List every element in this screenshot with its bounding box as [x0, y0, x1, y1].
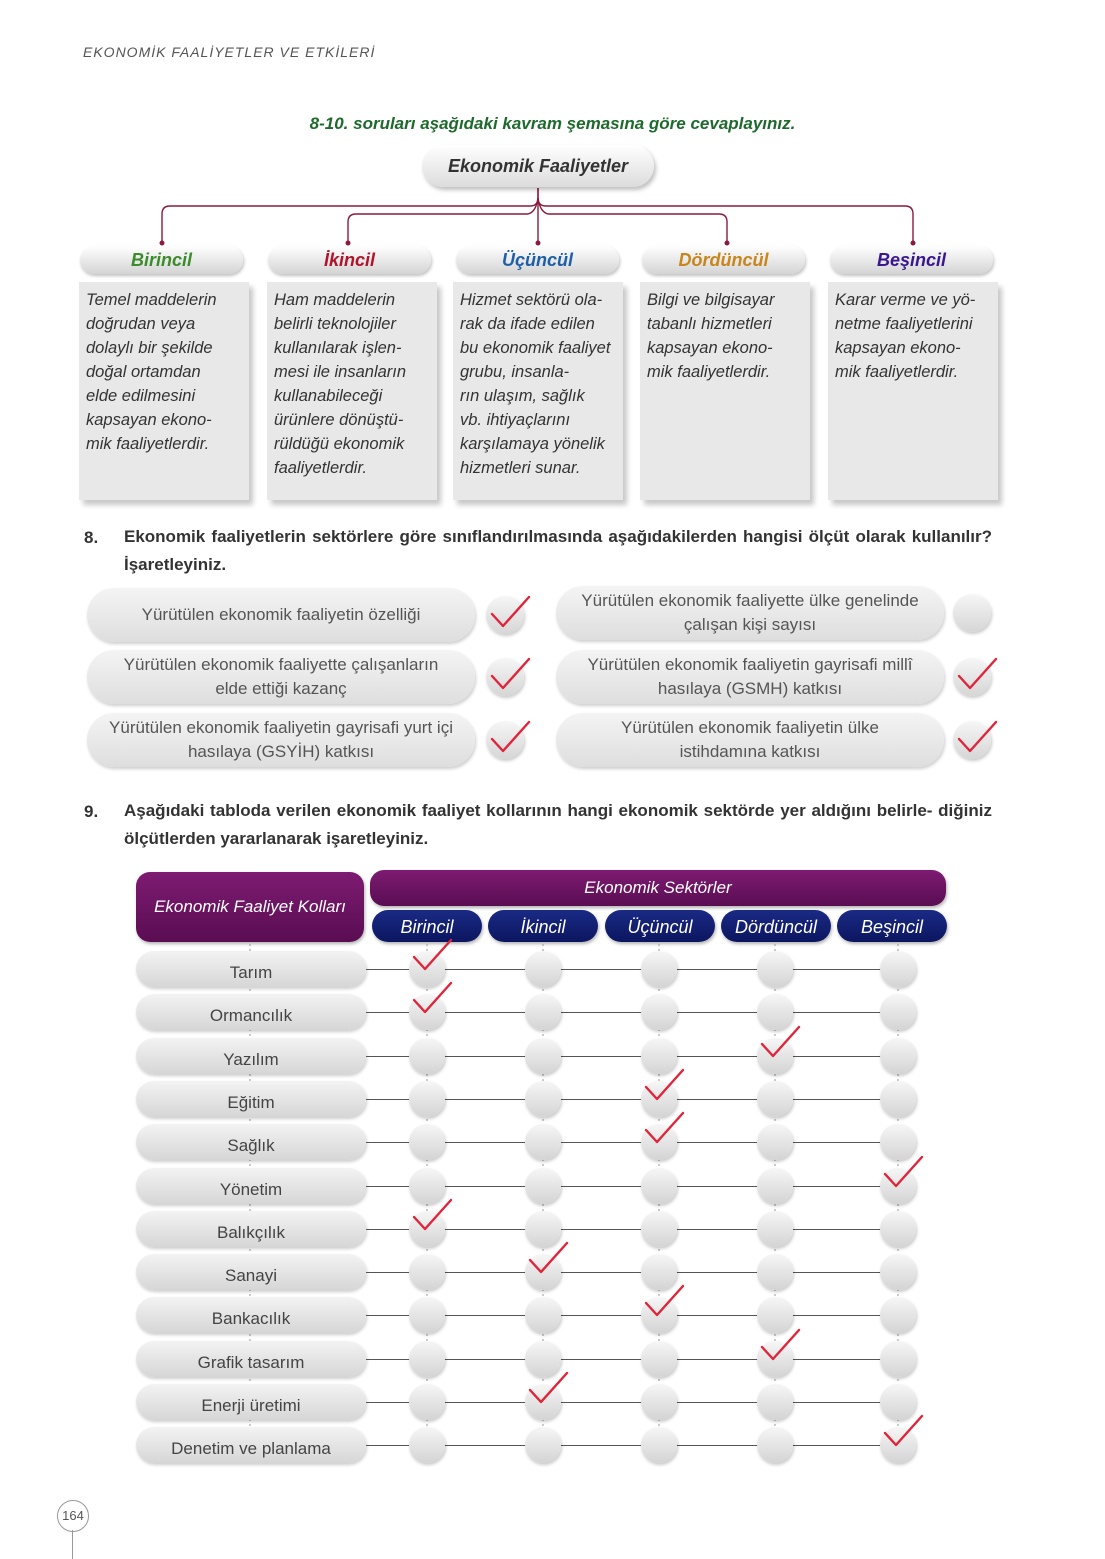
question-8-text: Ekonomik faaliyetlerin sektörlere göre sınıflandırılmasında aşağıdakilerden hangisi ölçüt olarak kullanılır? İşaretleyiniz. [124, 527, 992, 574]
sector-checkbox-1[interactable] [525, 1038, 561, 1074]
sector-header-2: Üçüncül [605, 910, 715, 942]
sector-checkbox-1[interactable] [525, 994, 561, 1030]
description-line: doğrudan veya [86, 315, 196, 333]
sector-checkbox-3[interactable] [757, 1124, 793, 1160]
sector-header-4: Beşincil [837, 910, 947, 942]
description-line: mesi ile insanların [274, 363, 407, 381]
description-line: ürünlere dönüştü- [274, 411, 404, 429]
instruction: 8-10. soruları aşağıdaki kavram şemasına göre cevaplayınız. [309, 114, 796, 133]
checkmark-icon [759, 1024, 801, 1060]
sector-checkbox-1[interactable] [525, 1297, 561, 1333]
sector-checkbox-4[interactable] [880, 1297, 916, 1333]
activity-row-5: Yönetim [136, 1168, 366, 1204]
activity-row-6: Balıkçılık [136, 1211, 366, 1247]
row-connector-line [366, 1402, 898, 1403]
sector-checkbox-1[interactable] [525, 1168, 561, 1204]
page-number-line [72, 1530, 73, 1559]
description-line: rüldüğü ekonomik [274, 435, 405, 453]
sector-checkbox-3[interactable] [757, 1168, 793, 1204]
sector-checkbox-3[interactable] [757, 1081, 793, 1117]
sector-checkbox-0[interactable] [409, 1427, 445, 1463]
option-line: istihdamına katkısı [679, 742, 821, 761]
description-line: doğal ortamdan [86, 363, 201, 381]
sector-checkbox-0[interactable] [409, 1341, 445, 1377]
description-line: kapsayan ekono- [835, 339, 961, 357]
row-connector-line [366, 1142, 898, 1143]
sector-checkbox-3[interactable] [757, 1427, 793, 1463]
description-line: kapsayan ekono- [647, 339, 773, 357]
question-9-number: 9. [84, 802, 99, 821]
activity-row-1: Ormancılık [136, 994, 366, 1030]
description-line: Bilgi ve bilgisayar [647, 291, 775, 309]
sector-checkbox-2[interactable] [641, 994, 677, 1030]
category-pill-2: Üçüncül [456, 246, 619, 274]
activity-row-2: Yazılım [136, 1038, 366, 1074]
row-header: Ekonomik Faaliyet Kolları [136, 872, 364, 942]
category-pill-0: Birincil [80, 246, 243, 274]
description-line: grubu, insanla- [460, 363, 570, 381]
checkmark-icon [527, 1240, 569, 1276]
sector-checkbox-1[interactable] [525, 1081, 561, 1117]
activity-row-7: Sanayi [136, 1254, 366, 1290]
checkmark-icon [411, 937, 453, 973]
checkmark-icon [643, 1110, 685, 1146]
activity-row-3: Eğitim [136, 1081, 366, 1117]
sector-checkbox-2[interactable] [641, 951, 677, 987]
description-line: netme faaliyetlerini [835, 315, 973, 333]
description-line: belirli teknolojiler [274, 315, 396, 333]
sector-checkbox-1[interactable] [525, 1427, 561, 1463]
sector-checkbox-4[interactable] [880, 1038, 916, 1074]
sector-header-0: Birincil [372, 910, 482, 942]
concept-root: Ekonomik Faaliyetler [422, 145, 654, 187]
option-line: Yürütülen ekonomik faaliyette ülke genelinde [581, 591, 919, 610]
description-line: karşılamaya yönelik [460, 435, 605, 453]
option-line: Yürütülen ekonomik faaliyetin ülke [621, 718, 879, 737]
sector-checkbox-3[interactable] [757, 1211, 793, 1247]
checkmark-icon [643, 1283, 685, 1319]
checkmark-icon [759, 1327, 801, 1363]
sector-checkbox-3[interactable] [757, 951, 793, 987]
description-line: mik faaliyetlerdir. [835, 363, 959, 381]
sector-checkbox-0[interactable] [409, 1384, 445, 1420]
running-title: EKONOMİK FAALİYETLER VE ETKİLERİ [83, 44, 376, 60]
activity-row-4: Sağlık [136, 1124, 366, 1160]
sector-checkbox-2[interactable] [641, 1384, 677, 1420]
description-line: Temel maddelerin [86, 291, 217, 309]
checkmark-icon [643, 1067, 685, 1103]
sector-checkbox-4[interactable] [880, 1341, 916, 1377]
row-connector-line [366, 1315, 898, 1316]
description-line: faaliyetlerdir. [274, 459, 367, 477]
category-pill-4: Beşincil [830, 246, 993, 274]
sector-header-1: İkincil [488, 910, 598, 942]
description-line: Hizmet sektörü ola- [460, 291, 603, 309]
row-connector-line [366, 1445, 898, 1446]
checkmark-icon [411, 980, 453, 1016]
row-connector-line [366, 1186, 898, 1187]
description-line: kapsayan ekono- [86, 411, 212, 429]
sector-checkbox-3[interactable] [757, 1254, 793, 1290]
sector-checkbox-4[interactable] [880, 994, 916, 1030]
checkmark-icon [882, 1154, 924, 1190]
description-line: mik faaliyetlerdir. [86, 435, 210, 453]
sector-checkbox-1[interactable] [525, 1124, 561, 1160]
sector-checkbox-2[interactable] [641, 1168, 677, 1204]
description-line: vb. ihtiyaçlarını [460, 411, 571, 429]
description-line: Ham maddelerin [274, 291, 396, 309]
activity-row-0: Tarım [136, 951, 366, 987]
question-9-text: Aşağıdaki tabloda verilen ekonomik faaliyet kollarının hangi ekonomik sektörde yer aldığını belirle- diğiniz ölçütlerden yararlanarak işaretleyiniz. [124, 801, 992, 848]
row-connector-line [366, 1056, 898, 1057]
sectors-header: Ekonomik Sektörler [370, 870, 946, 906]
description-line: Karar verme ve yö- [835, 291, 976, 309]
sector-checkbox-0[interactable] [409, 1081, 445, 1117]
description-line: mik faaliyetlerdir. [647, 363, 771, 381]
category-pill-1: İkincil [268, 246, 431, 274]
sector-checkbox-0[interactable] [409, 1254, 445, 1290]
description-line: tabanlı hizmetleri [647, 315, 772, 333]
description-line: kullanılarak işlen- [274, 339, 402, 357]
row-connector-line [366, 1099, 898, 1100]
sector-header-3: Dördüncül [721, 910, 831, 942]
description-line: kullanabileceği [274, 387, 383, 405]
sector-checkbox-2[interactable] [641, 1427, 677, 1463]
option-line: Yürütülen ekonomik faaliyetin gayrisafi yurt içi [109, 718, 453, 737]
option-line: hasılaya (GSMH) katkısı [657, 679, 843, 698]
activity-row-9: Grafik tasarım [136, 1341, 366, 1377]
checkmark-icon [882, 1413, 924, 1449]
description-line: rak da ifade edilen [460, 315, 595, 333]
row-connector-line [366, 1359, 898, 1360]
option-line: elde ettiği kazanç [215, 679, 347, 698]
description-line: elde edilmesini [86, 387, 196, 405]
description-line: bu ekonomik faaliyet [460, 339, 611, 357]
page-number: 164 [57, 1500, 89, 1532]
option-line: hasılaya (GSYİH) katkısı [187, 742, 375, 761]
option-line: Yürütülen ekonomik faaliyetin gayrisafi millî [587, 655, 913, 674]
sector-checkbox-0[interactable] [409, 1124, 445, 1160]
row-connector-line [366, 1272, 898, 1273]
description-line: rın ulaşım, sağlık [460, 387, 585, 405]
checkmark-icon [411, 1197, 453, 1233]
sector-checkbox-4[interactable] [880, 1081, 916, 1117]
sector-checkbox-4[interactable] [880, 1211, 916, 1247]
option-line: Yürütülen ekonomik faaliyette çalışanların [123, 655, 439, 674]
sector-checkbox-2[interactable] [641, 1341, 677, 1377]
activity-row-8: Bankacılık [136, 1297, 366, 1333]
activity-row-10: Enerji üretimi [136, 1384, 366, 1420]
sector-checkbox-1[interactable] [525, 951, 561, 987]
option-line: Yürütülen ekonomik faaliyetin özelliği [141, 605, 421, 624]
description-line: dolaylı bir şekilde [86, 339, 213, 357]
sector-checkbox-3[interactable] [757, 1384, 793, 1420]
sector-checkbox-2[interactable] [641, 1211, 677, 1247]
category-pill-3: Dördüncül [642, 246, 805, 274]
activity-row-11: Denetim ve planlama [136, 1427, 366, 1463]
question-8-number: 8. [84, 528, 99, 547]
sector-checkbox-0[interactable] [409, 1297, 445, 1333]
sector-checkbox-4[interactable] [880, 951, 916, 987]
sector-checkbox-4[interactable] [880, 1254, 916, 1290]
description-line: hizmetleri sunar. [460, 459, 581, 477]
checkmark-icon [527, 1370, 569, 1406]
sector-checkbox-0[interactable] [409, 1038, 445, 1074]
option-line: çalışan kişi sayısı [683, 615, 817, 634]
